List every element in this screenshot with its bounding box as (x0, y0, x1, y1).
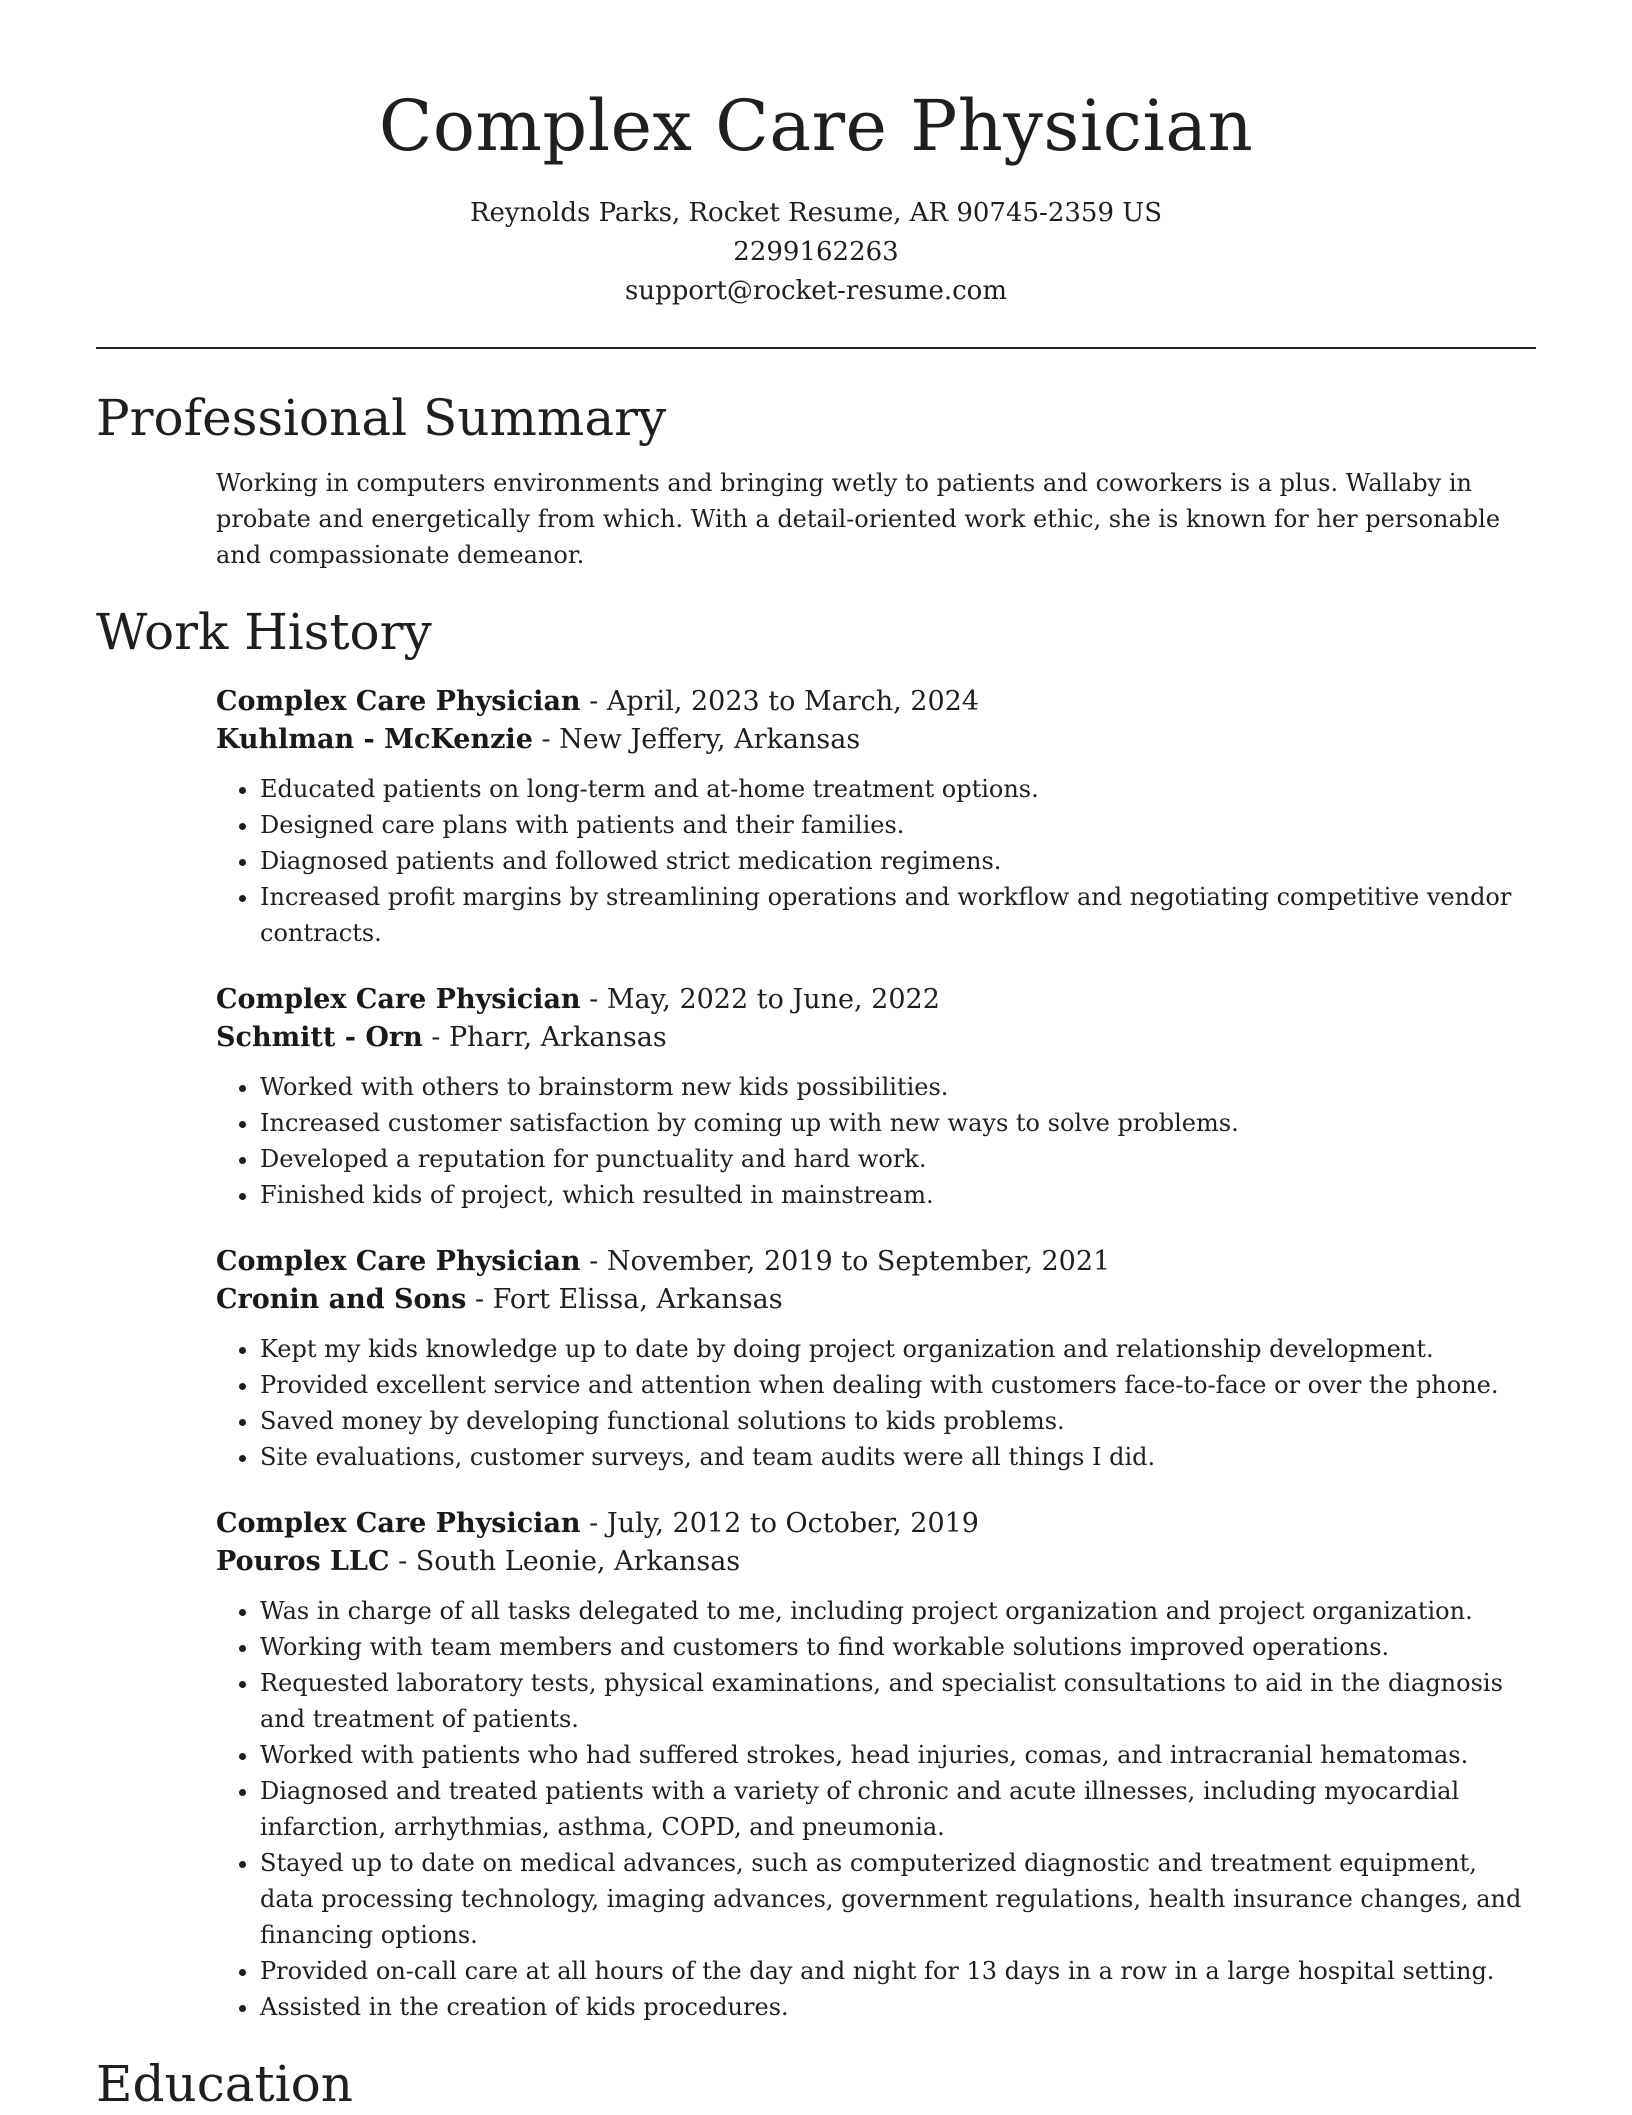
contact-address: Reynolds Parks, Rocket Resume, AR 90745-2359 US (469, 198, 1163, 228)
job-title-line (216, 981, 1536, 1019)
job-role: Complex Care Physician (216, 1246, 581, 1277)
job-role: Complex Care Physician (216, 1508, 581, 1539)
job-bullet: • Worked with patients who had suffered strokes, head injuries, comas, and intracranial hematomas. (260, 1737, 1536, 1773)
job-bullet: • Designed care plans with patients and their families. (260, 807, 1536, 843)
job-bullet: • Increased profit margins by streamlining operations and workflow and negotiating competitive vendor contracts. (260, 879, 1536, 951)
job-location: - Pharr, Arkansas (422, 1022, 667, 1053)
job-bullet: • Stayed up to date on medical advances, such as computerized diagnostic and treatment equipment, data processing technology, imaging advances, government regulations, health insurance changes, and financing options. (260, 1845, 1536, 1953)
education-title: Education (96, 2055, 353, 2113)
job-bullet: • Assisted in the creation of kids procedures. (260, 1989, 1536, 2025)
job-company-line (216, 721, 1536, 759)
resume-header (0, 0, 1632, 311)
job-bullet: • Worked with others to brainstorm new kids possibilities. (260, 1069, 1536, 1105)
job-company-line (216, 1281, 1536, 1319)
job-bullet: • Diagnosed and treated patients with a variety of chronic and acute illnesses, including myocardial infarction, arrhythmias, asthma, COPD, and pneumonia. (260, 1773, 1536, 1845)
job-company: Schmitt - Orn (216, 1022, 423, 1053)
job-entry (216, 683, 1536, 951)
job-bullet: • Provided on-call care at all hours of the day and night for 13 days in a row in a large hospital setting. (260, 1953, 1536, 1989)
resume-name: Complex Care Physician (378, 85, 1254, 167)
job-location: - Fort Elissa, Arkansas (466, 1284, 783, 1315)
contact-email: support@rocket-resume.com (624, 276, 1007, 306)
job-dates: - May, 2022 to June, 2022 (580, 984, 940, 1015)
job-entry (216, 1505, 1536, 2025)
job-entry (216, 1243, 1536, 1475)
summary-section (0, 387, 1632, 573)
job-bullets (216, 1331, 1536, 1475)
job-location: - New Jeffery, Arkansas (532, 724, 861, 755)
contact-phone: 2299162263 (733, 237, 899, 267)
job-list (0, 683, 1632, 2025)
job-role: Complex Care Physician (216, 686, 581, 717)
job-bullet: • Educated patients on long-term and at-home treatment options. (260, 771, 1536, 807)
summary-title: Professional Summary (96, 389, 667, 447)
job-company: Kuhlman - McKenzie (216, 724, 533, 755)
job-company: Cronin and Sons (216, 1284, 467, 1315)
education-section (0, 2053, 1632, 2115)
job-role: Complex Care Physician (216, 984, 581, 1015)
job-company-line (216, 1019, 1536, 1057)
job-bullet: • Finished kids of project, which resulted in mainstream. (260, 1177, 1536, 1213)
job-bullet: • Was in charge of all tasks delegated to me, including project organization and project organization. (260, 1593, 1536, 1629)
job-bullet: • Requested laboratory tests, physical examinations, and specialist consultations to aid in the diagnosis and treatment of patients. (260, 1665, 1536, 1737)
job-bullet: • Saved money by developing functional solutions to kids problems. (260, 1403, 1536, 1439)
job-bullet: • Provided excellent service and attention when dealing with customers face-to-face or over the phone. (260, 1367, 1536, 1403)
job-entry (216, 981, 1536, 1213)
job-bullet: • Kept my kids knowledge up to date by doing project organization and relationship development. (260, 1331, 1536, 1367)
job-title-line (216, 683, 1536, 721)
job-dates: - July, 2012 to October, 2019 (580, 1508, 979, 1539)
job-bullets (216, 771, 1536, 951)
contact-block (0, 194, 1632, 311)
job-bullet: • Site evaluations, customer surveys, and team audits were all things I did. (260, 1439, 1536, 1475)
job-title-line (216, 1243, 1536, 1281)
job-bullets (216, 1069, 1536, 1213)
job-company-line (216, 1543, 1536, 1581)
job-title-line (216, 1505, 1536, 1543)
work-history-title: Work History (96, 603, 432, 661)
header-divider (96, 347, 1536, 349)
work-history-section (0, 601, 1632, 2025)
job-company: Pouros LLC (216, 1546, 390, 1577)
job-dates: - April, 2023 to March, 2024 (580, 686, 980, 717)
job-bullet: • Diagnosed patients and followed strict medication regimens. (260, 843, 1536, 879)
job-bullet: • Developed a reputation for punctuality and hard work. (260, 1141, 1536, 1177)
job-bullet: • Increased customer satisfaction by coming up with new ways to solve problems. (260, 1105, 1536, 1141)
job-dates: - November, 2019 to September, 2021 (580, 1246, 1111, 1277)
job-bullets (216, 1593, 1536, 2025)
job-location: - South Leonie, Arkansas (389, 1546, 741, 1577)
job-bullet: • Working with team members and customers to find workable solutions improved operations. (260, 1629, 1536, 1665)
summary-text: Working in computers environments and bringing wetly to patients and coworkers is a plus. Wallaby in probate and energetically from which. With a detail-oriented work ethic, she is known for her personable and compassionate demeanor. (216, 469, 1501, 569)
